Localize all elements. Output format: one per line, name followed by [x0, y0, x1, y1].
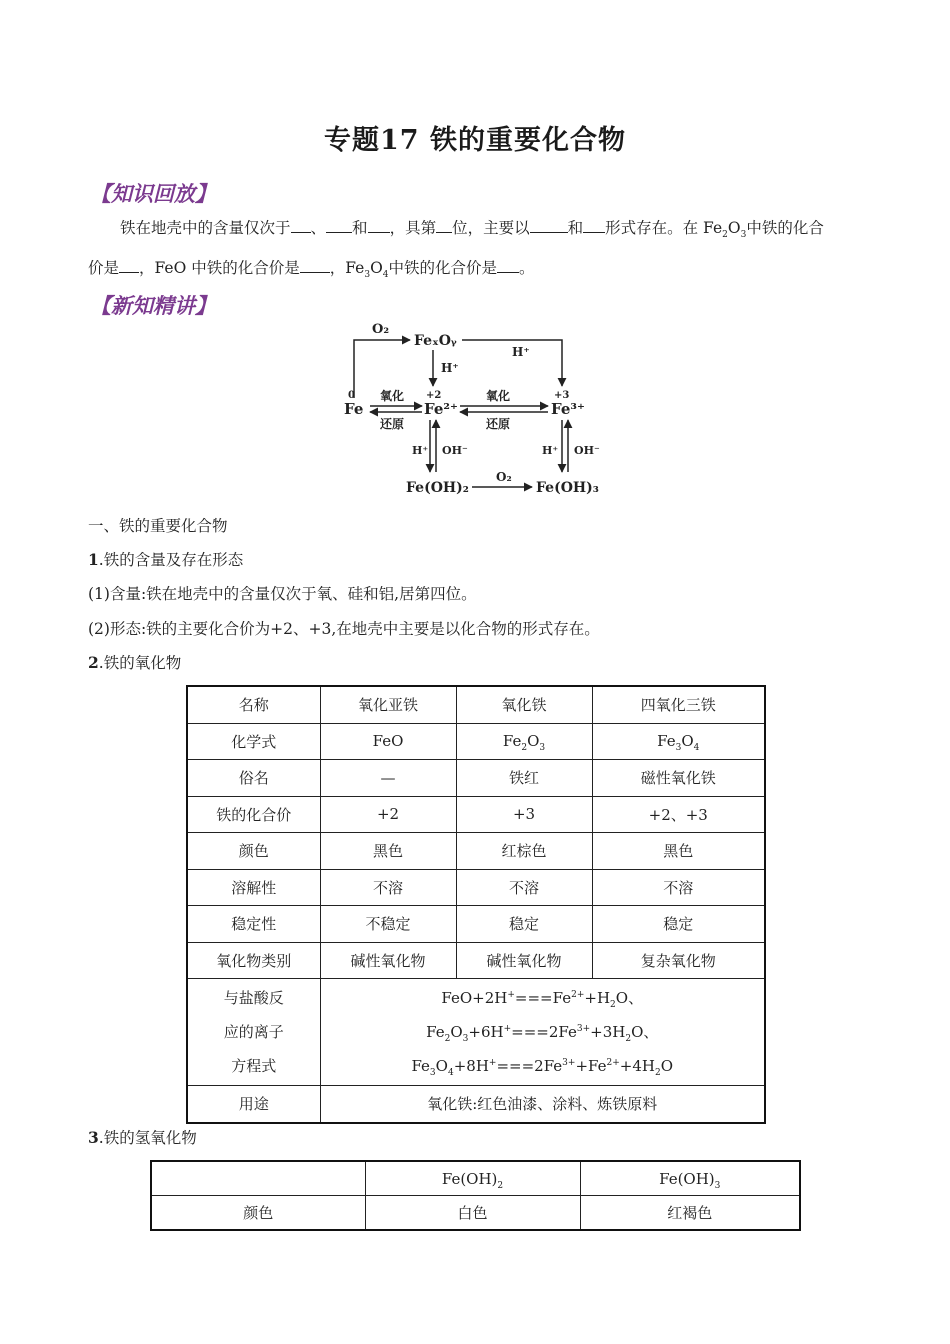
table-row-reactions	[187, 979, 765, 1086]
page-title: 专题17 铁的重要化合物	[324, 125, 626, 156]
iron-conversion-diagram	[340, 320, 610, 505]
table-cell: 稳定性	[187, 906, 320, 943]
table-cell: 溶解性	[187, 869, 320, 906]
label-oxidize-1: 氧化	[380, 389, 405, 403]
label-reduce-2: 还原	[486, 417, 511, 431]
table-cell: $Fe(OH)_3$	[580, 1161, 800, 1196]
review-text: 和	[352, 219, 368, 237]
table-cell: $Fe(OH)_2$	[365, 1161, 580, 1196]
label-oxidize-2: 氧化	[486, 389, 511, 403]
section-number: 1	[88, 550, 99, 569]
label-o2-bottom: O₂	[496, 470, 512, 484]
fill-blank	[291, 218, 311, 233]
table-cell: 白色	[365, 1196, 580, 1231]
label-fe2: Fe²⁺	[424, 400, 458, 418]
review-text: 中铁的化合价是	[388, 259, 498, 277]
table-cell: +2	[320, 796, 456, 833]
table-cell: 四氧化三铁	[592, 686, 765, 723]
table-row	[187, 942, 765, 979]
review-text: ，FeO 中铁的化合价是	[139, 259, 300, 277]
subscript: 3	[740, 230, 747, 241]
table-cell: +2、+3	[592, 796, 765, 833]
table-header-row	[187, 686, 765, 723]
table-cell: 稳定	[456, 906, 592, 943]
review-line-2	[88, 248, 878, 288]
label-fexoy: FeₓOᵧ	[414, 333, 457, 349]
label-oh-bottom-left: OH⁻	[442, 444, 468, 457]
review-text: 含量仅次于	[213, 219, 291, 237]
table-cell: 稳定	[592, 906, 765, 943]
table-cell: 碱性氧化物	[320, 942, 456, 979]
table-cell	[187, 979, 320, 1086]
equation-fe3o4: $Fe_3O_4+8H^+===2Fe^{3+}+Fe^{2+}+4H_2O$	[411, 1057, 674, 1078]
table-row	[187, 869, 765, 906]
subscript: 2	[722, 230, 728, 241]
table-cell: 不稳定	[320, 906, 456, 943]
label-h-left: H⁺	[441, 361, 459, 375]
fill-blank	[497, 258, 519, 273]
review-text: 和	[567, 219, 584, 237]
review-paragraph	[88, 208, 878, 288]
table-row	[187, 760, 765, 797]
section-title-text: .铁的含量及存在形态	[98, 551, 244, 569]
table-cell: 氧化铁:红色油漆、涂料、炼铁原料	[320, 1086, 765, 1123]
table-row	[187, 906, 765, 943]
table-cell: 黑色	[320, 833, 456, 870]
table-cell: 俗名	[187, 760, 320, 797]
review-text: O	[727, 219, 741, 237]
label-feoh2: Fe(OH)₂	[406, 480, 469, 496]
table-cell: 红褐色	[580, 1196, 800, 1231]
table-cell: 氧化铁	[456, 686, 592, 723]
table-cell: 不溶	[592, 869, 765, 906]
equation-fe2o3: $Fe_2O_3+6H^+===2Fe^{3+}+3H_2O$、	[426, 1023, 659, 1044]
table-cell: 氧化亚铁	[320, 686, 456, 723]
review-text: 中铁的化合	[746, 219, 824, 237]
section-heading-new: 【新知精讲】	[90, 293, 216, 318]
table-cell: 颜色	[187, 833, 320, 870]
label-oh-bottom-right: OH⁻	[574, 444, 600, 457]
table-cell: 碱性氧化物	[456, 942, 592, 979]
subscript: 3	[364, 270, 371, 281]
reaction-label-line: 方程式	[231, 1057, 277, 1075]
fill-blank	[119, 258, 139, 273]
table-row	[187, 833, 765, 870]
table-cell: +3	[456, 796, 592, 833]
fill-blank	[368, 218, 390, 233]
label-o2-top: O₂	[372, 322, 390, 337]
fill-blank	[530, 218, 568, 233]
review-line-1	[88, 208, 878, 248]
label-ox-3: +3	[554, 390, 570, 401]
table-cell-equations	[320, 979, 765, 1086]
section-title-text: .铁的氧化物	[98, 654, 182, 672]
label-reduce-1: 还原	[380, 417, 405, 431]
section-number: 3	[88, 1128, 99, 1147]
label-h-bottom-left: H⁺	[412, 444, 429, 457]
review-text: ，具第	[389, 219, 437, 237]
table-cell: $Fe_3O_4$	[592, 723, 765, 760]
fill-blank	[326, 218, 352, 233]
section-1-title	[88, 548, 243, 570]
fill-blank	[583, 218, 605, 233]
table-cell: 不溶	[456, 869, 592, 906]
table-row	[187, 796, 765, 833]
table-row	[187, 723, 765, 760]
table-cell: 颜色	[151, 1196, 365, 1231]
review-text: 价是	[88, 259, 120, 277]
section-2-title	[88, 651, 181, 673]
review-text: 位，主要以	[452, 219, 530, 237]
reaction-label-line: 应的离子	[223, 1023, 284, 1041]
label-ox-0: 0	[348, 390, 355, 401]
label-h-right: H⁺	[512, 345, 530, 359]
table-header-row	[151, 1161, 800, 1196]
table-cell: 铁的化合价	[187, 796, 320, 833]
iron-oxide-table	[186, 685, 766, 1124]
fill-blank	[300, 258, 330, 273]
table-cell: 不溶	[320, 869, 456, 906]
table-cell: —	[320, 760, 456, 797]
subscript: 4	[382, 270, 389, 281]
table-cell: 用途	[187, 1086, 320, 1123]
table-row	[151, 1196, 800, 1231]
reaction-label-line: 与盐酸反	[223, 989, 284, 1007]
equation-feo: $FeO+2H^+===Fe^{2+}+H_2O$、	[441, 989, 644, 1010]
label-ox-2: +2	[426, 390, 442, 401]
label-feoh3: Fe(OH)₃	[536, 480, 599, 496]
review-text: ，Fe	[329, 259, 365, 277]
review-text: 形式存在。在 Fe	[605, 219, 723, 237]
review-text: 。	[519, 259, 535, 277]
section-number: 2	[88, 653, 99, 672]
label-fe: Fe	[344, 400, 364, 418]
section-heading-review: 【知识回放】	[90, 181, 216, 206]
section-1-line-1: (1)含量:铁在地壳中的含量仅次于氧、硅和铝,居第四位。	[88, 585, 477, 603]
table-cell: 复杂氧化物	[592, 942, 765, 979]
table-cell: 黑色	[592, 833, 765, 870]
review-text: O	[370, 259, 383, 277]
label-fe3: Fe³⁺	[551, 400, 585, 418]
label-h-bottom-right: H⁺	[542, 444, 559, 457]
iron-hydroxide-table	[150, 1160, 801, 1231]
section-1-line-2: (2)形态:铁的主要化合价为+2、+3,在地壳中主要是以化合物的形式存在。	[88, 620, 600, 638]
table-cell: 磁性氧化铁	[592, 760, 765, 797]
review-text: 、	[310, 219, 327, 237]
table-cell	[151, 1161, 365, 1196]
fill-blank	[436, 218, 452, 233]
table-cell: FeO	[320, 723, 456, 760]
table-cell: 铁红	[456, 760, 592, 797]
table-cell: 名称	[187, 686, 320, 723]
part1-title: 一、铁的重要化合物	[88, 517, 228, 535]
review-text: 铁在地壳中的	[120, 219, 214, 237]
table-cell: 化学式	[187, 723, 320, 760]
table-cell: 氧化物类别	[187, 942, 320, 979]
table-row	[187, 1086, 765, 1123]
section-3-title	[88, 1126, 197, 1148]
table-cell: $Fe_2O_3$	[456, 723, 592, 760]
section-title-text: .铁的氢氧化物	[98, 1129, 197, 1147]
table-cell: 红棕色	[456, 833, 592, 870]
